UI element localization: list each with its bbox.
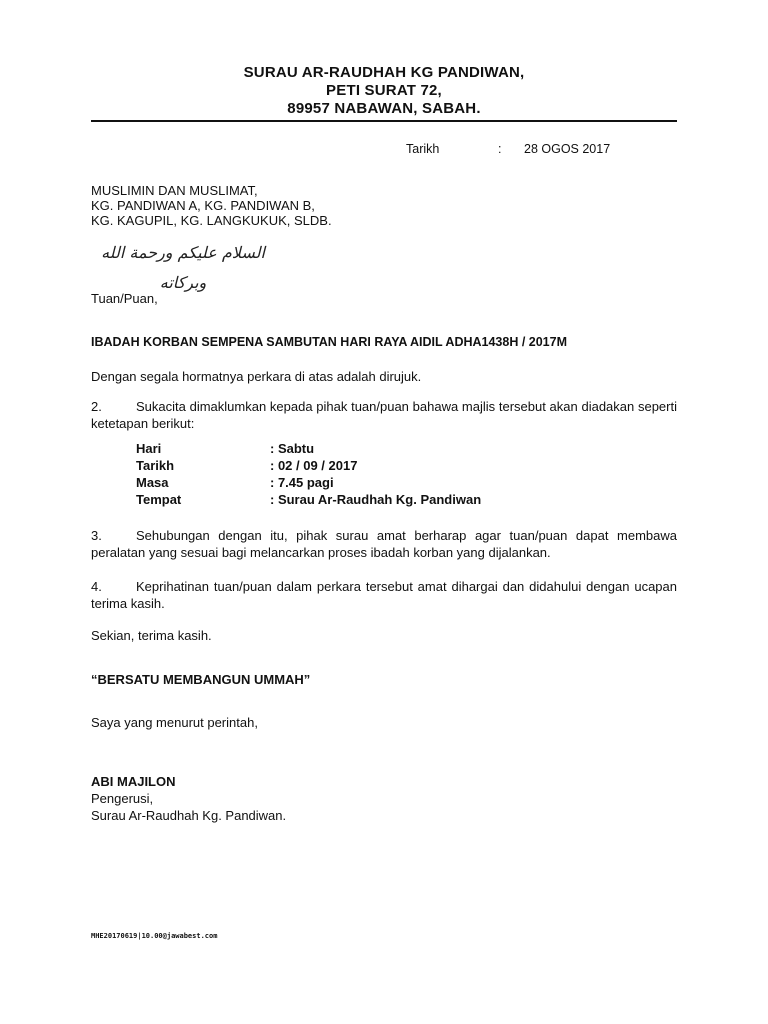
arabic-salutation: السلام عليكم ورحمة الله وبركاته (101, 243, 265, 292)
paragraph-3: Sehubungan dengan itu, pihak surau amat berharap agar tuan/puan dapat membawa peralatan yang sesuai bagi melancarkan proses ibadah korban yang dijalankan. (91, 528, 677, 560)
detail-value: : 02 / 09 / 2017 (270, 458, 358, 473)
detail-value: : 7.45 pagi (270, 475, 334, 490)
recipient-line-3: KG. KAGUPIL, KG. LANGKUKUK, SLDB. (91, 213, 332, 228)
signatory-name: ABI MAJILON (91, 774, 176, 789)
detail-label: Masa (136, 475, 169, 490)
footer-reference: MHE20170619|10.00@jawabest.com (91, 932, 218, 940)
motto: “BERSATU MEMBANGUN UMMAH” (91, 672, 311, 687)
salutation: Tuan/Puan, (91, 291, 158, 306)
paragraph-2: Sukacita dimaklumkan kepada pihak tuan/puan bahawa majlis tersebut akan diadakan seperti ketetapan berikut: (91, 399, 677, 431)
detail-label: Tempat (136, 492, 182, 507)
signatory-title: Pengerusi, (91, 791, 154, 806)
detail-label: Tarikh (136, 458, 175, 473)
letterhead-line-3: 89957 NABAWAN, SABAH. (287, 100, 481, 117)
recipient-line-1: MUSLIMIN DAN MUSLIMAT, (91, 183, 258, 198)
detail-row (136, 458, 536, 475)
date-label: Tarikh (406, 142, 440, 156)
paragraph-4: Keprihatinan tuan/puan dalam perkara tersebut amat dihargai dan didahului dengan ucapan terima kasih. (91, 579, 677, 611)
letterhead-line-1: SURAU AR-RAUDHAH KG PANDIWAN, (243, 64, 525, 81)
closing-line: Sekian, terima kasih. (91, 628, 212, 643)
subject-heading: IBADAH KORBAN SEMPENA SAMBUTAN HARI RAYA AIDIL ADHA1438H / 2017M (91, 335, 568, 349)
paragraph-4-number: 4. (91, 579, 102, 594)
signatory-org: Surau Ar-Raudhah Kg. Pandiwan. (91, 808, 287, 823)
recipient-line-2: KG. PANDIWAN A, KG. PANDIWAN B, (91, 198, 315, 213)
letterhead-line-2: PETI SURAT 72, (326, 82, 442, 99)
signoff-line: Saya yang menurut perintah, (91, 715, 258, 730)
detail-row (136, 475, 536, 492)
detail-row (136, 492, 536, 509)
paragraph-1: Dengan segala hormatnya perkara di atas adalah dirujuk. (91, 369, 422, 384)
detail-row (136, 441, 536, 458)
paragraph-2-number: 2. (91, 399, 102, 414)
detail-value: : Surau Ar-Raudhah Kg. Pandiwan (270, 492, 482, 507)
detail-label: Hari (136, 441, 162, 456)
letterhead-divider (91, 120, 677, 122)
date-colon: : (498, 142, 502, 156)
paragraph-3-number: 3. (91, 528, 102, 543)
date-value: 28 OGOS 2017 (524, 142, 611, 156)
detail-value: : Sabtu (270, 441, 315, 456)
